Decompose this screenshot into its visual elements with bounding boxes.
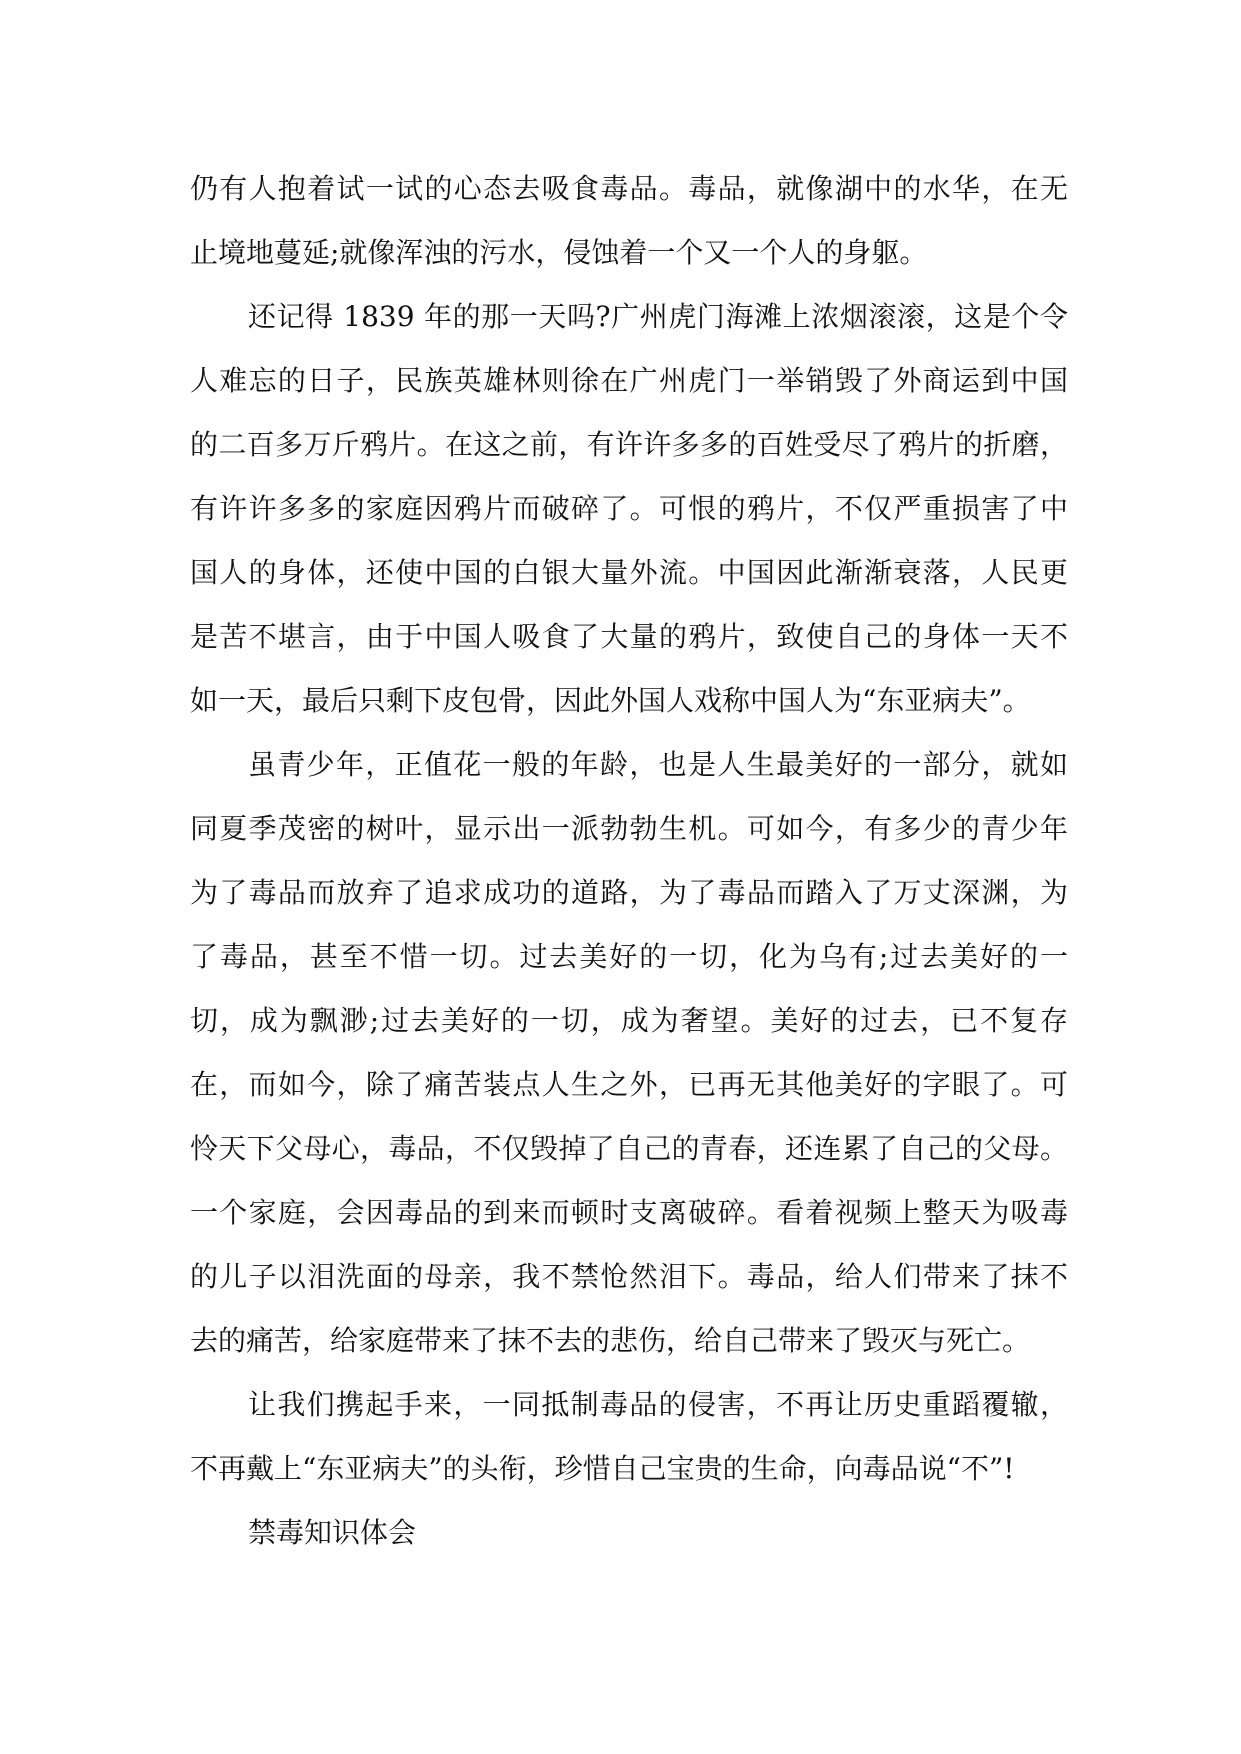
paragraph-2-line-4: 有许许多多的家庭因鸦片而破碎了。可恨的鸦片，不仅严重损害了中: [190, 492, 1068, 525]
paragraph-3-line-3: 为了毒品而放弃了追求成功的道路，为了毒品而踏入了万丈深渊，为: [190, 876, 1068, 909]
paragraph-4-line-2: 不再戴上“东亚病夫”的头衔，珍惜自己宝贵的生命，向毒品说“不”!: [190, 1452, 1015, 1485]
paragraph-1-line-2: 止境地蔓延;就像浑浊的污水，侵蚀着一个又一个人的身躯。: [190, 236, 928, 269]
paragraph-3-line-5: 切，成为飘渺;过去美好的一切，成为奢望。美好的过去，已不复存: [190, 1004, 1068, 1037]
paragraph-3-line-8: 一个家庭，会因毒品的到来而顿时支离破碎。看着视频上整天为吸毒: [190, 1196, 1068, 1229]
paragraph-3-line-7: 怜天下父母心，毒品，不仅毁掉了自己的青春，还连累了自己的父母。: [190, 1132, 1068, 1165]
paragraph-2-line-7: 如一天，最后只剩下皮包骨，因此外国人戏称中国人为“东亚病夫”。: [190, 684, 1031, 717]
paragraph-2-line-6: 是苦不堪言，由于中国人吸食了大量的鸦片，致使自己的身体一天不: [190, 620, 1068, 653]
section-heading: 禁毒知识体会: [248, 1516, 417, 1549]
paragraph-2-line-2: 人难忘的日子，民族英雄林则徐在广州虎门一举销毁了外商运到中国: [190, 364, 1068, 397]
paragraph-3-line-10: 去的痛苦，给家庭带来了抹不去的悲伤，给自己带来了毁灭与死亡。: [190, 1324, 1031, 1357]
paragraph-1-line-1: 仍有人抱着试一试的心态去吸食毒品。毒品，就像湖中的水华，在无: [190, 172, 1068, 205]
paragraph-3-line-2: 同夏季茂密的树叶，显示出一派勃勃生机。可如今，有多少的青少年: [190, 812, 1068, 845]
paragraph-2-line-1: 还记得 1839 年的那一天吗?广州虎门海滩上浓烟滚滚，这是个令: [248, 300, 1068, 333]
paragraph-4-line-1: 让我们携起手来，一同抵制毒品的侵害，不再让历史重蹈覆辙，: [248, 1388, 1068, 1421]
paragraph-3-line-9: 的儿子以泪洗面的母亲，我不禁怆然泪下。毒品，给人们带来了抹不: [190, 1260, 1068, 1293]
paragraph-3-line-6: 在，而如今，除了痛苦装点人生之外，已再无其他美好的字眼了。可: [190, 1068, 1068, 1101]
paragraph-3-line-1: 虽青少年，正值花一般的年龄，也是人生最美好的一部分，就如: [248, 748, 1068, 781]
paragraph-2-line-5: 国人的身体，还使中国的白银大量外流。中国因此渐渐衰落，人民更: [190, 556, 1068, 589]
paragraph-3-line-4: 了毒品，甚至不惜一切。过去美好的一切，化为乌有;过去美好的一: [190, 940, 1068, 973]
document-body: [190, 157, 1068, 1565]
paragraph-2-line-3: 的二百多万斤鸦片。在这之前，有许许多多的百姓受尽了鸦片的折磨，: [190, 428, 1068, 461]
